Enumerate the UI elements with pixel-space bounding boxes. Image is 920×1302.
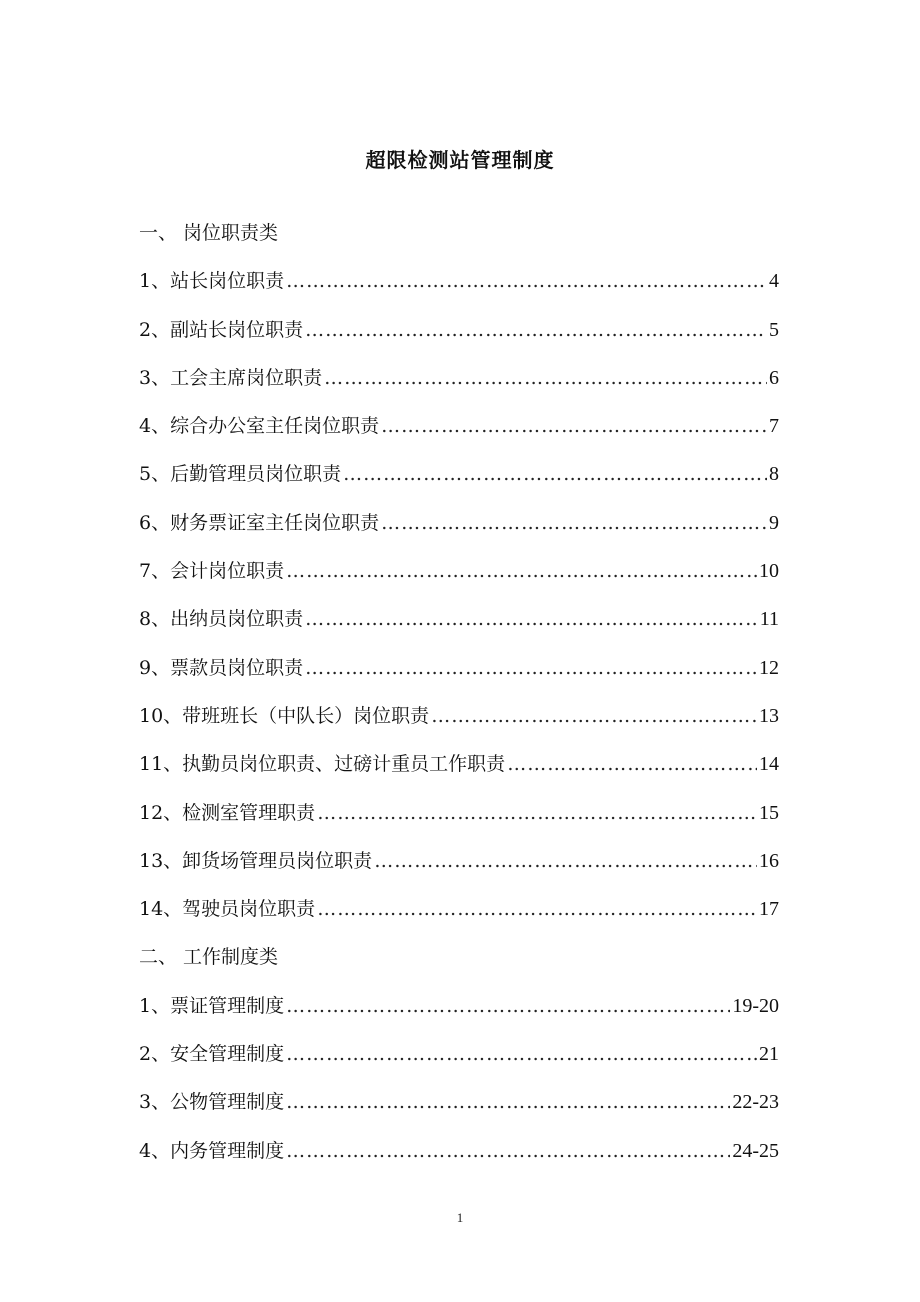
table-of-contents xyxy=(139,218,779,1184)
toc-entry xyxy=(139,749,779,797)
toc-entry-label: 10、带班班长（中队长）岗位职责 xyxy=(139,704,430,727)
toc-entry xyxy=(139,991,779,1039)
toc-entry xyxy=(139,459,779,507)
toc-entry-page: 12 xyxy=(759,656,779,679)
toc-leader-dots xyxy=(286,1039,757,1069)
toc-leader-dots xyxy=(305,604,758,634)
toc-leader-dots xyxy=(305,653,757,683)
toc-entry-page: 9 xyxy=(769,511,779,534)
toc-entry-page: 13 xyxy=(759,704,779,727)
toc-entry-label: 1、站长岗位职责 xyxy=(139,270,285,293)
toc-entry-page: 16 xyxy=(759,849,779,872)
toc-entry xyxy=(139,701,779,749)
toc-entry xyxy=(139,411,779,459)
document-title: 超限检测站管理制度 xyxy=(365,148,555,172)
toc-entry-page: 10 xyxy=(759,560,779,583)
toc-leader-dots xyxy=(286,991,730,1021)
toc-entry xyxy=(139,315,779,363)
toc-entry-page: 11 xyxy=(759,608,779,631)
toc-entry-page: 6 xyxy=(769,366,779,389)
toc-entry-label: 2、安全管理制度 xyxy=(139,1043,285,1066)
toc-section-label: 二、 工作制度类 xyxy=(139,946,279,969)
toc-entry-label: 12、检测室管理职责 xyxy=(139,801,316,824)
toc-entry-page: 5 xyxy=(769,318,779,341)
toc-entry-label: 8、出纳员岗位职责 xyxy=(139,608,304,631)
toc-leader-dots xyxy=(286,266,767,296)
page-number-footer: 1 xyxy=(456,1210,464,1225)
toc-entry-page: 21 xyxy=(759,1043,779,1066)
toc-entry xyxy=(139,894,779,942)
toc-entry-page: 14 xyxy=(759,753,779,776)
toc-entry-page: 19-20 xyxy=(732,994,779,1017)
toc-entry-page: 8 xyxy=(769,463,779,486)
toc-entry-label: 5、后勤管理员岗位职责 xyxy=(139,463,342,486)
toc-entry-page: 22-23 xyxy=(732,1091,779,1114)
toc-entry xyxy=(139,508,779,556)
toc-leader-dots xyxy=(381,411,767,441)
toc-entry xyxy=(139,1136,779,1184)
toc-entry xyxy=(139,798,779,846)
toc-entry-label: 7、会计岗位职责 xyxy=(139,560,285,583)
toc-entry-page: 4 xyxy=(769,270,779,293)
toc-leader-dots xyxy=(374,846,757,876)
toc-leader-dots xyxy=(317,894,757,924)
toc-entry-label: 14、驾驶员岗位职责 xyxy=(139,898,316,921)
toc-entry-label: 1、票证管理制度 xyxy=(139,994,285,1017)
toc-entry-label: 13、卸货场管理员岗位职责 xyxy=(139,849,373,872)
toc-entry xyxy=(139,556,779,604)
toc-entry xyxy=(139,846,779,894)
toc-leader-dots xyxy=(305,315,767,345)
toc-leader-dots xyxy=(286,1087,730,1117)
toc-entry-label: 9、票款员岗位职责 xyxy=(139,656,304,679)
toc-leader-dots xyxy=(286,556,757,586)
toc-entry xyxy=(139,604,779,652)
toc-entry-page: 17 xyxy=(759,898,779,921)
toc-leader-dots xyxy=(286,1136,730,1166)
toc-entry-page: 7 xyxy=(769,415,779,438)
toc-leader-dots xyxy=(317,798,757,828)
toc-entry-label: 3、公物管理制度 xyxy=(139,1091,285,1114)
toc-leader-dots xyxy=(343,459,767,489)
toc-entry-label: 3、工会主席岗位职责 xyxy=(139,366,323,389)
toc-section-heading xyxy=(139,218,779,266)
toc-entry-page: 24-25 xyxy=(732,1139,779,1162)
toc-entry xyxy=(139,363,779,411)
toc-entry xyxy=(139,653,779,701)
toc-section-label: 一、 岗位职责类 xyxy=(139,222,279,244)
toc-entry-label: 4、内务管理制度 xyxy=(139,1139,285,1162)
toc-leader-dots xyxy=(507,749,757,779)
toc-entry-label: 2、副站长岗位职责 xyxy=(139,318,304,341)
toc-leader-dots xyxy=(381,508,767,538)
toc-entry-label: 6、财务票证室主任岗位职责 xyxy=(139,511,380,534)
toc-entry xyxy=(139,266,779,314)
toc-section-heading xyxy=(139,942,779,990)
toc-entry xyxy=(139,1087,779,1135)
toc-entry-label: 11、执勤员岗位职责、过磅计重员工作职责 xyxy=(139,753,506,776)
toc-entry-page: 15 xyxy=(759,801,779,824)
toc-entry-label: 4、综合办公室主任岗位职责 xyxy=(139,415,380,438)
toc-leader-dots xyxy=(431,701,757,731)
toc-leader-dots xyxy=(324,363,767,393)
toc-entry xyxy=(139,1039,779,1087)
